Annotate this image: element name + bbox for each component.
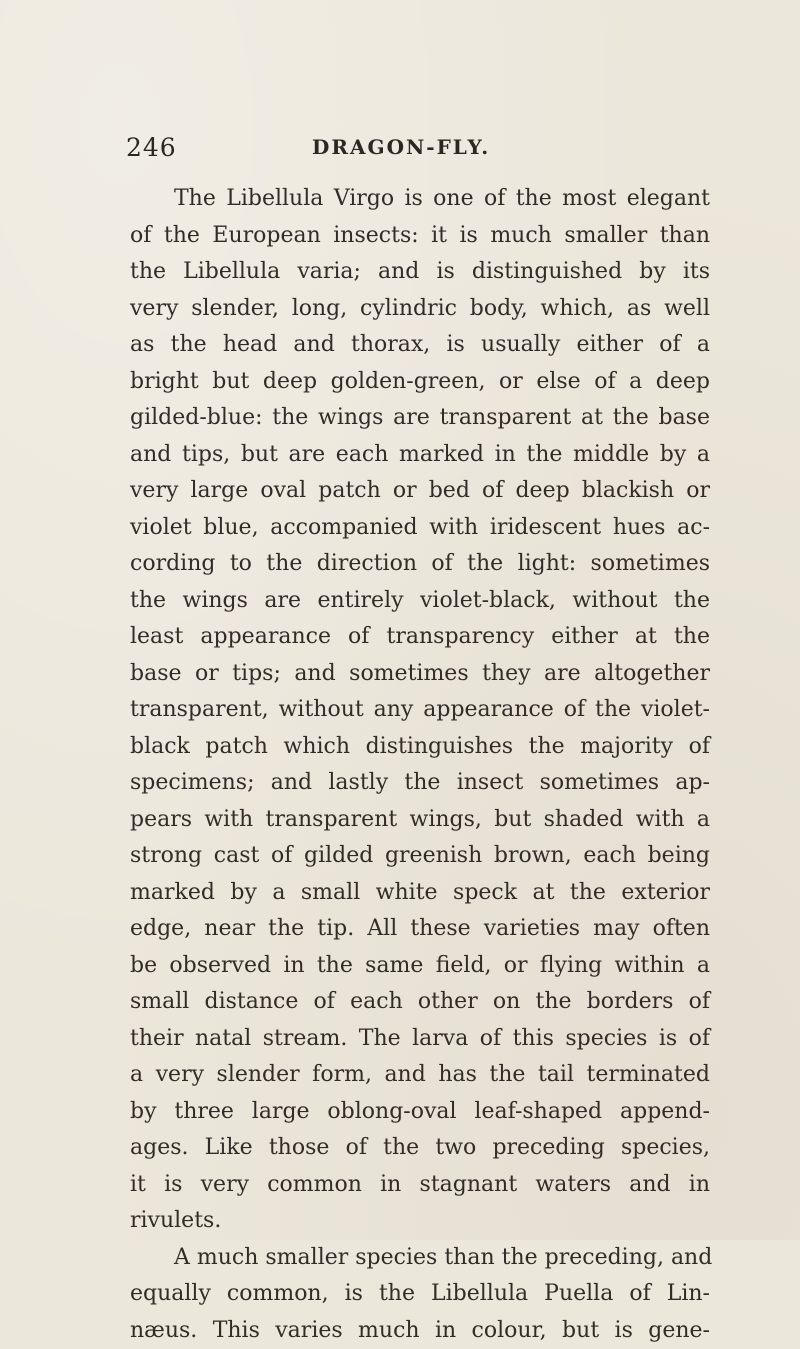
text-line: by three large oblong-oval leaf-shaped append-	[130, 1094, 710, 1131]
paragraph	[130, 1240, 710, 1349]
text-line: it is very common in stagnant waters and in	[130, 1167, 710, 1204]
page-header	[126, 133, 686, 173]
text-line: marked by a small white speck at the exterior	[130, 875, 710, 912]
text-line: ages. Like those of the two preceding species,	[130, 1130, 710, 1167]
text-line: very large oval patch or bed of deep blackish or	[130, 473, 710, 510]
text-line: their natal stream. The larva of this species is of	[130, 1021, 710, 1058]
text-line: a very slender form, and has the tail terminated	[130, 1057, 710, 1094]
text-line: the Libellula varia; and is distinguished by its	[130, 254, 710, 291]
text-line: base or tips; and sometimes they are altogether	[130, 656, 710, 693]
page-number: 246	[126, 133, 177, 162]
text-line: the wings are entirely violet-black, without the	[130, 583, 710, 620]
paragraph	[130, 181, 710, 1240]
text-line: cording to the direction of the light: sometimes	[130, 546, 710, 583]
text-line: as the head and thorax, is usually either of a	[130, 327, 710, 364]
text-line: equally common, is the Libellula Puella of Lin-	[130, 1276, 710, 1313]
text-line: violet blue, accompanied with iridescent hues ac-	[130, 510, 710, 547]
text-line: small distance of each other on the borders of	[130, 984, 710, 1021]
text-line: pears with transparent wings, but shaded with a	[130, 802, 710, 839]
text-line: and tips, but are each marked in the middle by a	[130, 437, 710, 474]
running-title: DRAGON-FLY.	[312, 135, 490, 159]
text-line: strong cast of gilded greenish brown, each being	[130, 838, 710, 875]
text-line: of the European insects: it is much smaller than	[130, 218, 710, 255]
text-line: least appearance of transparency either at the	[130, 619, 710, 656]
body-text	[130, 181, 710, 1349]
text-line: be observed in the same field, or flying within a	[130, 948, 710, 985]
text-line: A much smaller species than the preceding, and	[130, 1240, 710, 1277]
text-line: bright but deep golden-green, or else of a deep	[130, 364, 710, 401]
text-line: The Libellula Virgo is one of the most elegant	[130, 181, 710, 218]
text-line: specimens; and lastly the insect sometimes ap-	[130, 765, 710, 802]
text-line: black patch which distinguishes the majority of	[130, 729, 710, 766]
text-line: gilded-blue: the wings are transparent at the base	[130, 400, 710, 437]
text-line: transparent, without any appearance of the violet-	[130, 692, 710, 729]
text-line: næus. This varies much in colour, but is gene-	[130, 1313, 710, 1349]
text-line: rivulets.	[130, 1203, 710, 1240]
text-line: edge, near the tip. All these varieties may often	[130, 911, 710, 948]
text-line: very slender, long, cylindric body, which, as well	[130, 291, 710, 328]
